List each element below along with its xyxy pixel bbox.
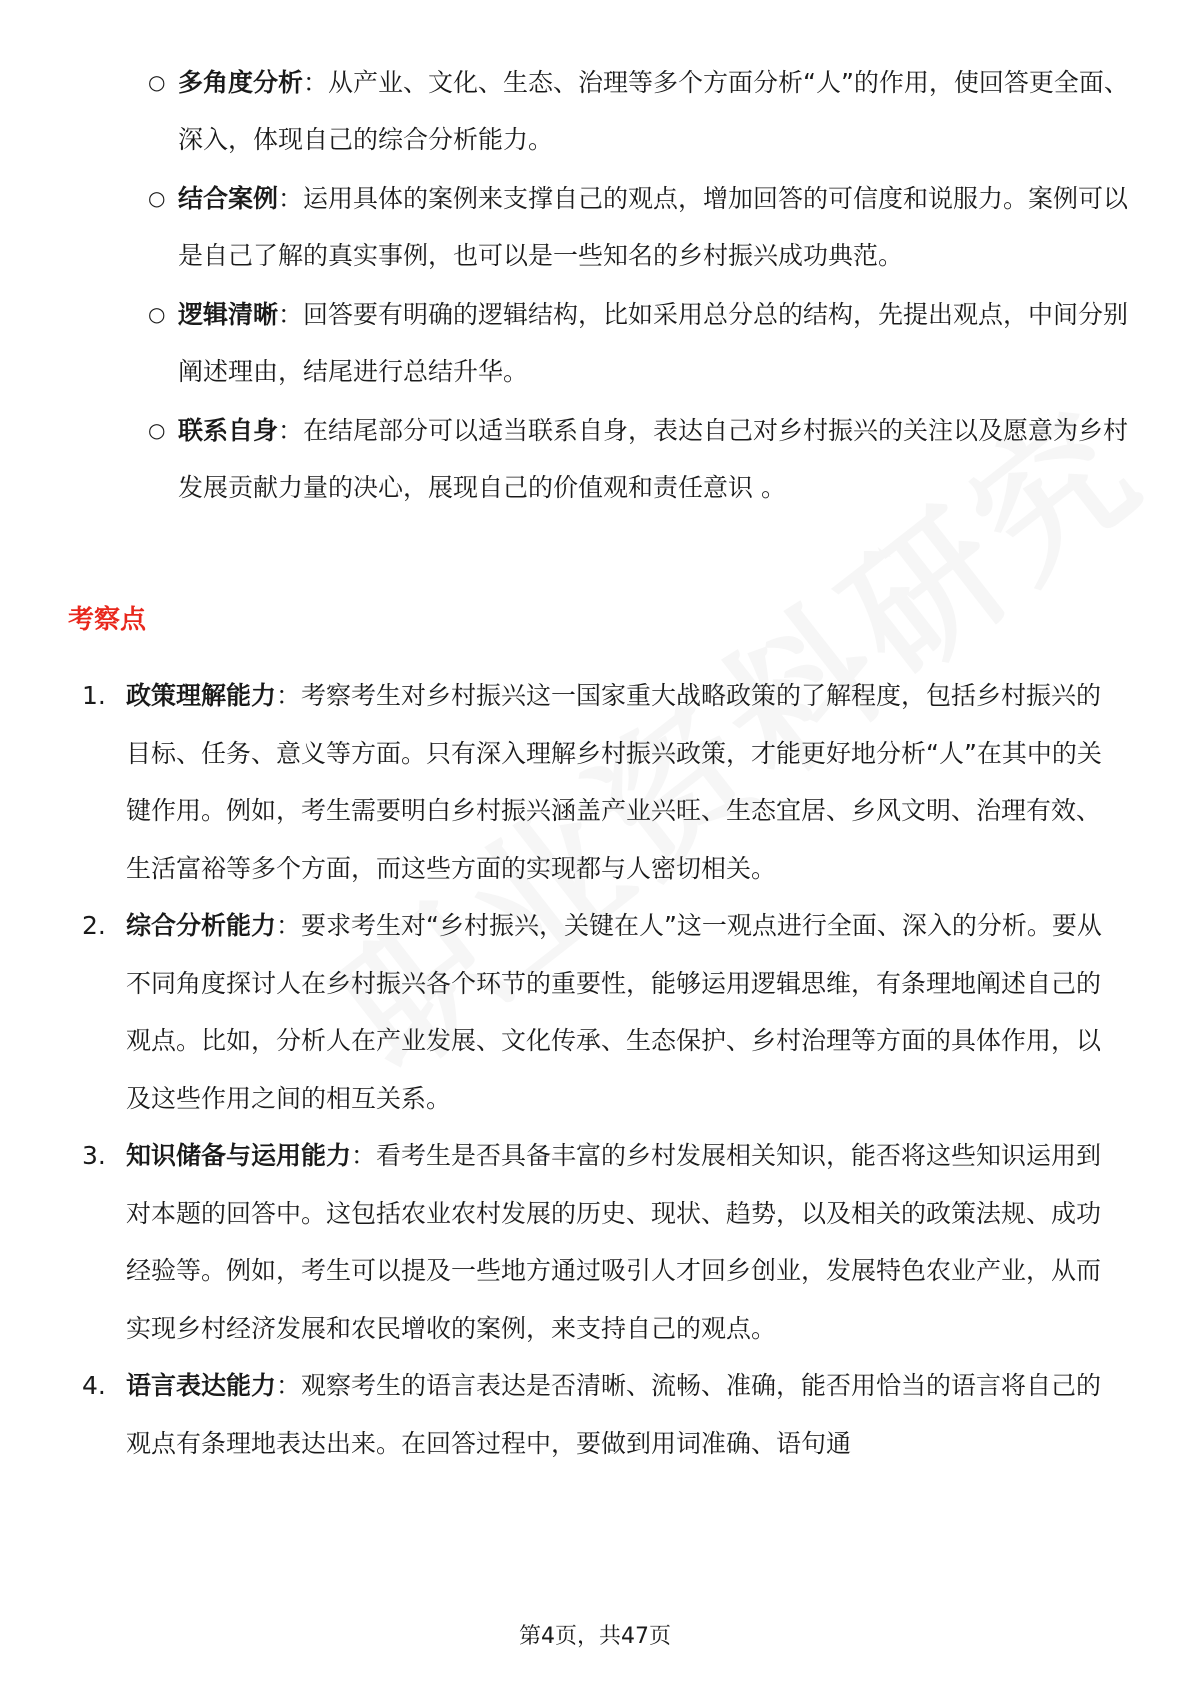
numbered-item — [82, 897, 1122, 1127]
item-text: ：考察考生对乡村振兴这一国家重大战略政策的了解程度，包括乡村振兴的目标、任务、意义等方面。只有深入理解乡村振兴政策，才能更好地分析“人”在其中的关键作用。例如，考生需要明白乡村振兴涵盖产业兴旺、生态宜居、乡风文明、治理有效、生活富裕等多个方面，而这些方面的实现都与人密切相关。 — [126, 681, 1102, 883]
item-text: ：看考生是否具备丰富的乡村发展相关知识，能否将这些知识运用到对本题的回答中。这包括农业农村发展的历史、现状、趋势，以及相关的政策法规、成功经验等。例如，考生可以提及一些地方通过吸引人才回乡创业，发展特色农业产业，从而实现乡村经济发展和农民增收的案例，来支持自己的观点。 — [126, 1141, 1102, 1343]
bullet-text: ：回答要有明确的逻辑结构，比如采用总分总的结构，先提出观点，中间分别阐述理由，结尾进行总结升华。 — [178, 300, 1129, 386]
item-text: ：要求考生对“乡村振兴，关键在人”这一观点进行全面、深入的分析。要从不同角度探讨人在乡村振兴各个环节的重要性，能够运用逻辑思维，有条理地阐述自己的观点。比如，分析人在产业发展、文化传承、生态保护、乡村治理等方面的具体作用，以及这些作用之间的相互关系。 — [126, 911, 1102, 1113]
item-title: 政策理解能力 — [126, 681, 277, 710]
item-title: 知识储备与运用能力 — [126, 1141, 352, 1170]
bullet-item — [148, 286, 1138, 400]
page-footer: 第4页，共47页 — [519, 1624, 671, 1649]
bullet-title: 结合案例 — [178, 184, 279, 213]
hollow-bullet-icon: ○ — [148, 186, 166, 210]
item-number: 1. — [82, 681, 106, 710]
item-title: 综合分析能力 — [126, 911, 277, 940]
item-number: 2. — [82, 911, 106, 940]
bullet-item — [148, 170, 1138, 284]
hollow-bullet-icon: ○ — [148, 302, 166, 326]
numbered-item — [82, 667, 1122, 897]
bullet-title: 多角度分析 — [178, 68, 304, 97]
section-heading: 考察点 — [68, 605, 147, 635]
hollow-bullet-icon: ○ — [148, 70, 166, 94]
bullet-text: ：运用具体的案例来支撑自己的观点，增加回答的可信度和说服力。案例可以是自己了解的真实事例，也可以是一些知名的乡村振兴成功典范。 — [178, 184, 1129, 270]
numbered-item — [82, 1127, 1122, 1357]
bullet-title: 逻辑清晰 — [178, 300, 279, 329]
item-text: ：观察考生的语言表达是否清晰、流畅、准确，能否用恰当的语言将自己的观点有条理地表达出来。在回答过程中，要做到用词准确、语句通 — [126, 1371, 1102, 1458]
item-title: 语言表达能力 — [126, 1371, 277, 1400]
bullet-item — [148, 54, 1138, 168]
numbered-item — [82, 1357, 1122, 1472]
bullet-item — [148, 402, 1138, 516]
bullet-text: ：从产业、文化、生态、治理等多个方面分析“人”的作用，使回答更全面、深入，体现自己的综合分析能力。 — [178, 68, 1129, 154]
item-number: 4. — [82, 1371, 106, 1400]
bullet-title: 联系自身 — [178, 416, 279, 445]
assessment-points-list — [82, 667, 1122, 1472]
hollow-bullet-icon: ○ — [148, 418, 166, 442]
item-number: 3. — [82, 1141, 106, 1170]
bullet-text: ：在结尾部分可以适当联系自身，表达自己对乡村振兴的关注以及愿意为乡村发展贡献力量的决心，展现自己的价值观和责任意识 。 — [178, 416, 1129, 502]
tips-bullet-list — [148, 54, 1138, 518]
